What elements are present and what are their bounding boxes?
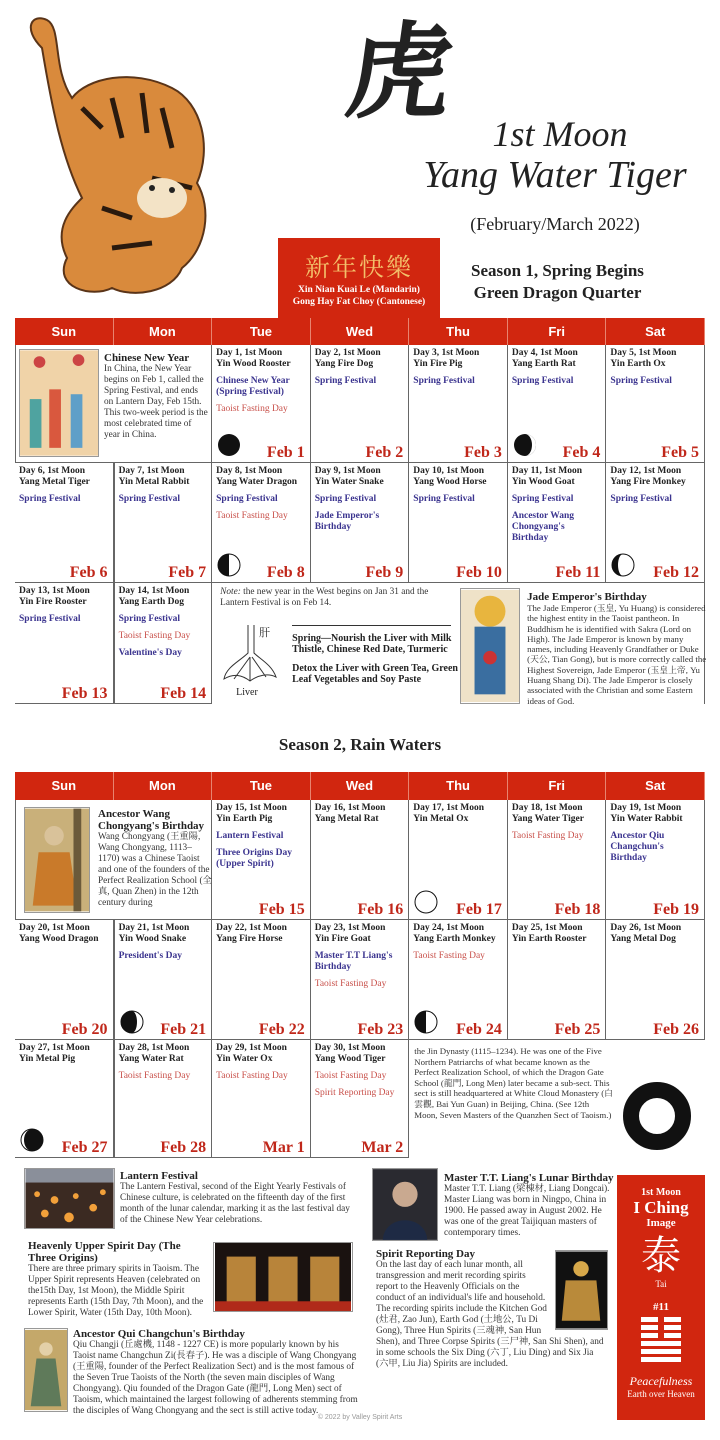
- iching-name: Tai: [655, 1279, 667, 1289]
- day-element-animal: Yang Wood Tiger: [314, 1054, 386, 1064]
- day-element-animal: Yin Fire Goat: [314, 934, 371, 944]
- weekday-header: Mon: [114, 772, 213, 800]
- day-cell[interactable]: [409, 800, 508, 920]
- day-cell[interactable]: [606, 800, 705, 920]
- day-cell[interactable]: [114, 920, 213, 1040]
- greeting-mandarin: Xin Nian Kuai Le (Mandarin): [298, 285, 420, 295]
- tiger-glyph: 虎: [339, 10, 461, 133]
- festival-event: Spring Festival: [413, 376, 475, 386]
- gregorian-date: Feb 22: [258, 1021, 305, 1038]
- festival-event: Master T.T Liang's Birthday: [314, 951, 393, 972]
- tiger-illustration: [12, 8, 217, 303]
- iching-meaning: Peacefulness: [629, 1374, 693, 1388]
- title-moon: 1st Moon: [492, 114, 628, 154]
- divider: [292, 625, 451, 626]
- festival-event: Spring Festival: [610, 376, 672, 386]
- weekday-header: Tue: [212, 318, 311, 345]
- lantern-title: Lantern Festival: [120, 1170, 198, 1182]
- fasting-event: Taoist Fasting Day: [314, 979, 387, 989]
- gregorian-date: Feb 16: [357, 901, 404, 918]
- weekday-header: Sun: [15, 772, 114, 800]
- lunar-day: Day 8, 1st Moon: [216, 466, 283, 476]
- weekday-header: Wed: [311, 318, 410, 345]
- iching-trigrams: Earth over Heaven: [627, 1389, 695, 1399]
- day-element-animal: Yang Earth Monkey: [413, 934, 496, 944]
- cny-title: Chinese New Year: [104, 352, 190, 364]
- moon-phase-full-icon: [414, 890, 438, 914]
- day-cell[interactable]: [114, 1040, 213, 1158]
- note-text: the new year in the West begins on Jan 31 and the Lantern Festival is on Feb 14.: [220, 587, 429, 608]
- weekday-header: Mon: [114, 318, 213, 345]
- day-cell[interactable]: [311, 920, 410, 1040]
- liver-nourish: Spring—Nourish the Liver with Milk Thistle, Chinese Red Date, Turmeric: [292, 633, 452, 655]
- lunar-day: Day 13, 1st Moon: [19, 586, 90, 596]
- weekday-header: Sat: [606, 772, 705, 800]
- day-cell[interactable]: [409, 463, 508, 583]
- iching-number: #11: [653, 1301, 669, 1313]
- lunar-day: Day 17, 1st Moon: [413, 803, 485, 813]
- cny-text: In China, the New Year begins on Feb 1, called the Spring Festival, and ends on Lantern Day, Feb 15th. This two-week period is the most celebrated time of year in China.: [104, 364, 208, 440]
- day-element-animal: Yang Fire Monkey: [610, 477, 686, 487]
- gregorian-date: Feb 7: [168, 564, 207, 581]
- gregorian-date: Feb 6: [69, 564, 108, 581]
- festival-event: Ancestor Qiu Changchun's Birthday: [610, 831, 665, 863]
- gregorian-date: Feb 23: [357, 1021, 404, 1038]
- lunar-day: Day 6, 1st Moon: [19, 466, 85, 476]
- weekday-header: Sat: [606, 318, 705, 345]
- fasting-event: Taoist Fasting Day: [216, 404, 288, 414]
- lunar-day: Day 7, 1st Moon: [118, 466, 185, 476]
- liang-photo: [372, 1168, 438, 1241]
- iching-subtitle: Image: [646, 1217, 676, 1229]
- upper-spirit-title: Heavenly Upper Spirit Day (The Three Origins): [28, 1240, 181, 1264]
- lunar-day: Day 19, 1st Moon: [610, 803, 682, 813]
- iching-glyph: 泰: [641, 1233, 681, 1279]
- lunar-day: Day 20, 1st Moon: [19, 923, 90, 933]
- day-element-animal: Yin Wood Rooster: [216, 359, 291, 369]
- day-element-animal: Yin Fire Pig: [413, 359, 463, 369]
- gregorian-date: Feb 15: [258, 901, 305, 918]
- fasting-event: Taoist Fasting Day: [314, 1071, 387, 1081]
- fasting-event: Spirit Reporting Day: [314, 1088, 395, 1098]
- copyright: © 2022 by Valley Spirit Arts: [317, 1414, 403, 1421]
- day-cell[interactable]: [606, 345, 705, 463]
- day-cell[interactable]: [15, 583, 114, 704]
- day-element-animal: Yin Wood Goat: [511, 477, 575, 487]
- iching-moon: 1st Moon: [641, 1187, 681, 1198]
- festival-event: Spring Festival: [19, 614, 81, 624]
- weekday-header: Thu: [409, 772, 508, 800]
- season2-heading: Season 2, Rain Waters: [278, 735, 442, 754]
- weekday-header: Tue: [212, 772, 311, 800]
- lunar-day: Day 9, 1st Moon: [314, 466, 381, 476]
- lantern-text: The Lantern Festival, second of the Eight Yearly Festivals of Chinese culture, is celebrated on the fifteenth day of the first month of the lunar calendar, marking it as the last festival day of the Chinese New Year celebrations.: [120, 1182, 350, 1225]
- day-element-animal: Yang Metal Tiger: [19, 477, 90, 487]
- lunar-day: Day 1, 1st Moon: [216, 348, 283, 358]
- note-and-jade-emperor-block: [212, 583, 705, 704]
- day-cell[interactable]: [15, 1040, 114, 1158]
- broken-line: [641, 1325, 681, 1330]
- gregorian-date: Feb 4: [562, 444, 601, 461]
- jade-text: The Jade Emperor (玉皇, Yu Huang) is considered the highest entity in the Taoist pantheon. In Buddhism he is identified with Sakra (Lord on High). The Jade Emperor is known by many names, including Heavenly Grandfather or Duke (天公, Tian Gong), but is more correctly called the Highest Sovereign, Jade Emperor (玉皇上帝, Yu Huang Shang Di). The Jade Emperor is closely associated with the Christian and some Eastern ideas of God.: [527, 603, 707, 706]
- iching-title: I Ching: [633, 1198, 689, 1217]
- greeting-chinese: 新年快樂: [304, 253, 413, 282]
- title-year: Yang Water Tiger: [423, 154, 687, 196]
- festival-event: Spring Festival: [216, 494, 278, 504]
- gregorian-date: Feb 1: [266, 444, 305, 461]
- day-element-animal: Yang Earth Rat: [511, 359, 576, 369]
- day-cell[interactable]: [409, 920, 508, 1040]
- lantern-photo: [24, 1168, 115, 1229]
- gregorian-date: Feb 26: [653, 1021, 699, 1038]
- spirit-reporting-title: Spirit Reporting Day: [376, 1248, 475, 1260]
- day-element-animal: Yin Wood Snake: [118, 934, 187, 944]
- day-cell[interactable]: [508, 345, 607, 463]
- liang-title: Master T.T. Liang's Lunar Birthday: [444, 1172, 614, 1184]
- day-element-animal: Yin Metal Rabbit: [118, 477, 190, 487]
- liver-glyph: 肝: [259, 626, 271, 639]
- day-cell[interactable]: [15, 463, 114, 583]
- lunar-day: Day 26, 1st Moon: [610, 923, 682, 933]
- festival-event: Spring Festival: [314, 494, 377, 504]
- liver-label: Liver: [236, 687, 258, 698]
- gregorian-date: Feb 21: [160, 1021, 207, 1038]
- day-element-animal: Yang Fire Dog: [314, 359, 374, 369]
- fasting-event: Taoist Fasting Day: [118, 1071, 191, 1081]
- wang-chongyang-block: [15, 800, 212, 920]
- day-cell[interactable]: [409, 345, 508, 463]
- day-element-animal: Yang Wood Horse: [413, 477, 487, 487]
- i-ching-panel: [617, 1175, 705, 1420]
- lunar-day: Day 24, 1st Moon: [413, 923, 485, 933]
- solid-line: [641, 1341, 681, 1346]
- wang-text-continued: the Jin Dynasty (1115–1234). He was one of the Five Northern Patriarchs of what became known as the Perfect Realization School, of which the Dragon Gate School (龍門, Long Men) later became a sub-sect. This sect is still headquartered at White Cloud Monastery (白雲觀, Bai Yun Guan) in Beijing, China. (See 12th Moon, Seven Masters of the Quanzhen Sect of Taoism.): [414, 1046, 613, 1120]
- gregorian-date: Feb 10: [456, 564, 502, 581]
- day-element-animal: Yin Water Snake: [314, 477, 384, 487]
- festival-event: Spring Festival: [118, 614, 181, 624]
- chinese-new-year-block: [15, 345, 212, 463]
- lunar-day: Day 11, 1st Moon: [511, 466, 583, 476]
- lunar-day: Day 25, 1st Moon: [511, 923, 583, 933]
- lunar-day: Day 16, 1st Moon: [314, 803, 386, 813]
- day-element-animal: Yang Wood Dragon: [19, 934, 99, 944]
- greeting-cantonese: Gong Hay Fat Choy (Cantonese): [292, 297, 426, 307]
- lunar-day: Day 30, 1st Moon: [314, 1043, 386, 1053]
- gregorian-date: Feb 27: [61, 1139, 108, 1156]
- broken-line: [641, 1333, 681, 1338]
- season1-title: Season 1, Spring Begins: [471, 261, 644, 280]
- lunar-day: Day 23, 1st Moon: [314, 923, 386, 933]
- day-cell[interactable]: [212, 463, 311, 583]
- new-year-painting: [19, 349, 99, 457]
- day-element-animal: Yang Water Rat: [118, 1054, 184, 1064]
- upper-spirit-text: There are three primary spirits in Taoism. The Upper Spirit represents Heaven (celebrated on the15th Day, 1st Moon), the Middle Spirit represents Earth (15th Day, 7th Moon), and the Lower Spirit, Water (15th Day, 10th Moon).: [28, 1264, 204, 1318]
- day-element-animal: Yin Metal Ox: [413, 814, 469, 824]
- lunar-day: Day 4, 1st Moon: [511, 348, 578, 358]
- day-cell[interactable]: [508, 920, 607, 1040]
- gregorian-date: Feb 2: [365, 444, 404, 461]
- new-year-greeting: [278, 238, 440, 318]
- festival-event: Spring Festival: [118, 494, 181, 504]
- festival-event: Spring Festival: [314, 376, 377, 386]
- day-cell[interactable]: [311, 463, 410, 583]
- day-element-animal: Yin Earth Pig: [216, 814, 273, 824]
- gregorian-date: Feb 14: [160, 685, 207, 702]
- wang-chongyang-portrait: [24, 807, 90, 913]
- festival-event: President's Day: [118, 951, 182, 961]
- festival-event: Spring Festival: [610, 494, 672, 504]
- day-element-animal: Yang Earth Dog: [118, 597, 185, 607]
- day-cell[interactable]: [212, 345, 311, 463]
- day-element-animal: Yang Fire Horse: [216, 934, 283, 944]
- lunar-day: Day 29, 1st Moon: [216, 1043, 287, 1053]
- note-label: Note:: [220, 587, 241, 597]
- moon-phase-first-quarter-icon: [217, 553, 241, 577]
- wang-chongyang-continued: [409, 1040, 705, 1158]
- lunar-day: Day 12, 1st Moon: [610, 466, 682, 476]
- day-cell[interactable]: [114, 463, 213, 583]
- spirit-reporting-text: On the last day of each lunar month, all transgression and merit recording spirits report to the Heavenly Officials on the conduct of an individual's life and household. The recording spirits include the Kitchen God (灶君, Zao Jun), Earth God (土地公, Tu Di Gong), Three Hun Spirits (三魂神, San Hun Shen), and Three Corpse Spirits (三尸神, San Shi Shen), and in some schools the Six Ding (六丁, Liu Ding) and Six Jia (六甲, Liu Jia) Spirits are included.: [376, 1260, 604, 1369]
- calendar-season1: [15, 318, 705, 704]
- moon-phase-crescent-icon: [513, 433, 537, 457]
- lunar-day: Day 14, 1st Moon: [118, 586, 190, 596]
- day-cell[interactable]: [15, 920, 114, 1040]
- day-element-animal: Yin Water Rabbit: [610, 814, 683, 824]
- gregorian-date: Feb 18: [554, 901, 601, 918]
- day-element-animal: Yang Water Dragon: [216, 477, 298, 487]
- season1-subtitle: Green Dragon Quarter: [473, 283, 642, 302]
- day-cell[interactable]: [311, 345, 410, 463]
- fasting-event: Taoist Fasting Day: [216, 1071, 288, 1081]
- day-cell[interactable]: [508, 463, 607, 583]
- fasting-event: Taoist Fasting Day: [511, 831, 584, 841]
- day-element-animal: Yang Metal Dog: [610, 934, 676, 944]
- day-element-animal: Yin Water Ox: [216, 1054, 273, 1064]
- enso-circle-icon: [617, 1076, 697, 1156]
- gregorian-date: Feb 3: [464, 444, 502, 461]
- festival-event: Lantern Festival: [216, 831, 284, 841]
- liver-detox: Detox the Liver with Green Tea, Green Leaf Vegetables and Soy Paste: [292, 663, 458, 685]
- lunar-day: Day 21, 1st Moon: [118, 923, 190, 933]
- fasting-event: Taoist Fasting Day: [216, 511, 288, 521]
- qiu-changchun-portrait: [24, 1328, 68, 1412]
- lunar-day: Day 10, 1st Moon: [413, 466, 485, 476]
- kitchen-god-statue: [555, 1250, 608, 1330]
- day-cell[interactable]: [606, 920, 705, 1040]
- gregorian-date: Mar 1: [262, 1139, 305, 1156]
- gregorian-date: Feb 20: [61, 1021, 108, 1038]
- fasting-event: Taoist Fasting Day: [118, 631, 191, 641]
- moon-phase-waning-gibbous-icon: [120, 1010, 144, 1034]
- gregorian-date: Feb 12: [653, 564, 699, 581]
- gregorian-date: Feb 5: [661, 444, 699, 461]
- festival-event: Spring Festival: [413, 494, 475, 504]
- day-cell[interactable]: [212, 1040, 311, 1158]
- weekday-header: Thu: [409, 318, 508, 345]
- gregorian-date: Feb 9: [365, 564, 404, 581]
- months-subtitle: (February/March 2022): [470, 214, 640, 234]
- qiu-text: Qiu Changji (丘處機, 1148 - 1227 CE) is more popularly known by his Taoist name Changchun Zi(長春子). He was a disciple of Wang Chongyang (王重陽, founder of the Perfect Realization Sect) and is the most famous of the Seven True Taoists of the North (the seven main disciples of Wang Chongyang). Qiu founded of the Dragon Gate (龍門, Long Men) sect of Taoism, which maintained the largest following of adherents stemming from the disciples of Wang Chongyang and the sect is still active today.: [73, 1340, 358, 1416]
- day-element-animal: Yang Water Tiger: [511, 814, 584, 824]
- gregorian-date: Feb 11: [555, 564, 601, 581]
- wang-title: Ancestor Wang Chongyang's Birthday: [98, 808, 205, 832]
- day-element-animal: Yin Metal Pig: [19, 1054, 76, 1064]
- liver-icon: [220, 623, 280, 687]
- festival-event: Jade Emperor's Birthday: [314, 511, 380, 532]
- day-element-animal: Yang Metal Rat: [314, 814, 379, 824]
- lunar-day: Day 3, 1st Moon: [413, 348, 480, 358]
- day-element-animal: Yin Earth Ox: [610, 359, 666, 369]
- qiu-title: Ancestor Qui Changchun's Birthday: [73, 1328, 245, 1340]
- day-cell[interactable]: [311, 1040, 410, 1158]
- day-element-animal: Yin Fire Rooster: [19, 597, 87, 607]
- calendar-season2: [15, 772, 705, 1158]
- lunar-day: Day 27, 1st Moon: [19, 1043, 90, 1053]
- festival-event: Valentine's Day: [118, 648, 182, 658]
- weekday-header: Sun: [15, 318, 114, 345]
- gregorian-date: Feb 25: [554, 1021, 601, 1038]
- festival-event: Spring Festival: [19, 494, 81, 504]
- gregorian-date: Feb 19: [653, 901, 699, 918]
- moon-phase-last-quarter-icon: [414, 1010, 438, 1034]
- festival-event: Ancestor Wang Chongyang's Birthday: [511, 511, 575, 543]
- fasting-event: Taoist Fasting Day: [413, 951, 485, 961]
- festival-event: Spring Festival: [511, 376, 574, 386]
- moon-phase-waxing-gibbous-icon: [611, 553, 635, 577]
- lunar-day: Day 18, 1st Moon: [511, 803, 583, 813]
- jade-emperor-portrait: [460, 588, 520, 704]
- gregorian-date: Feb 13: [61, 685, 108, 702]
- wang-text: Wang Chongyang (王重陽, Wang Chongyang, 1113–1170) was a Chinese Taoist and one of the founders of the Perfect Realization School (全真, Quan Zhen) in the 12th century during: [98, 832, 212, 908]
- festival-event: Three Origins Day (Upper Spirit): [216, 848, 292, 869]
- day-cell[interactable]: [212, 920, 311, 1040]
- season1-heading: [445, 260, 670, 304]
- solid-line: [641, 1349, 681, 1354]
- solid-line: [641, 1357, 681, 1362]
- day-cell[interactable]: [508, 800, 607, 920]
- day-cell[interactable]: [114, 583, 213, 704]
- weekday-header: Wed: [311, 772, 410, 800]
- gregorian-date: Feb 28: [160, 1139, 207, 1156]
- western-new-year-note: [220, 587, 450, 609]
- weekday-header: Fri: [508, 318, 607, 345]
- lunar-day: Day 22, 1st Moon: [216, 923, 287, 933]
- moon-phase-waning-crescent-icon: [20, 1128, 44, 1152]
- jade-title: Jade Emperor's Birthday: [527, 591, 647, 603]
- moon-phase-new-icon: [217, 433, 241, 457]
- spirit-reporting-block: [376, 1248, 608, 1370]
- gregorian-date: Feb 17: [456, 901, 502, 918]
- broken-line: [641, 1317, 681, 1322]
- weekday-header: Fri: [508, 772, 607, 800]
- liang-text: Master T.T. Liang (梁棟材, Liang Dongcai). Master Liang was born in Ningpo, China in 1900. He passed away in August 2002. He was one of the great Taijiquan masters of contemporary times.: [444, 1184, 610, 1238]
- day-element-animal: Yin Earth Rooster: [511, 934, 587, 944]
- lunar-day: Day 28, 1st Moon: [118, 1043, 190, 1053]
- gregorian-date: Mar 2: [361, 1139, 404, 1156]
- day-cell[interactable]: [311, 800, 410, 920]
- lunar-day: Day 15, 1st Moon: [216, 803, 287, 813]
- lunar-day: Day 2, 1st Moon: [314, 348, 381, 358]
- gregorian-date: Feb 8: [266, 564, 305, 581]
- day-cell[interactable]: [212, 800, 311, 920]
- lunar-day: Day 5, 1st Moon: [610, 348, 677, 358]
- festival-event: Chinese New Year (Spring Festival): [216, 376, 290, 397]
- hexagram-icon: [641, 1317, 681, 1362]
- festival-event: Spring Festival: [511, 494, 574, 504]
- three-origins-statues: [213, 1242, 353, 1312]
- gregorian-date: Feb 24: [456, 1021, 502, 1038]
- day-cell[interactable]: [606, 463, 705, 583]
